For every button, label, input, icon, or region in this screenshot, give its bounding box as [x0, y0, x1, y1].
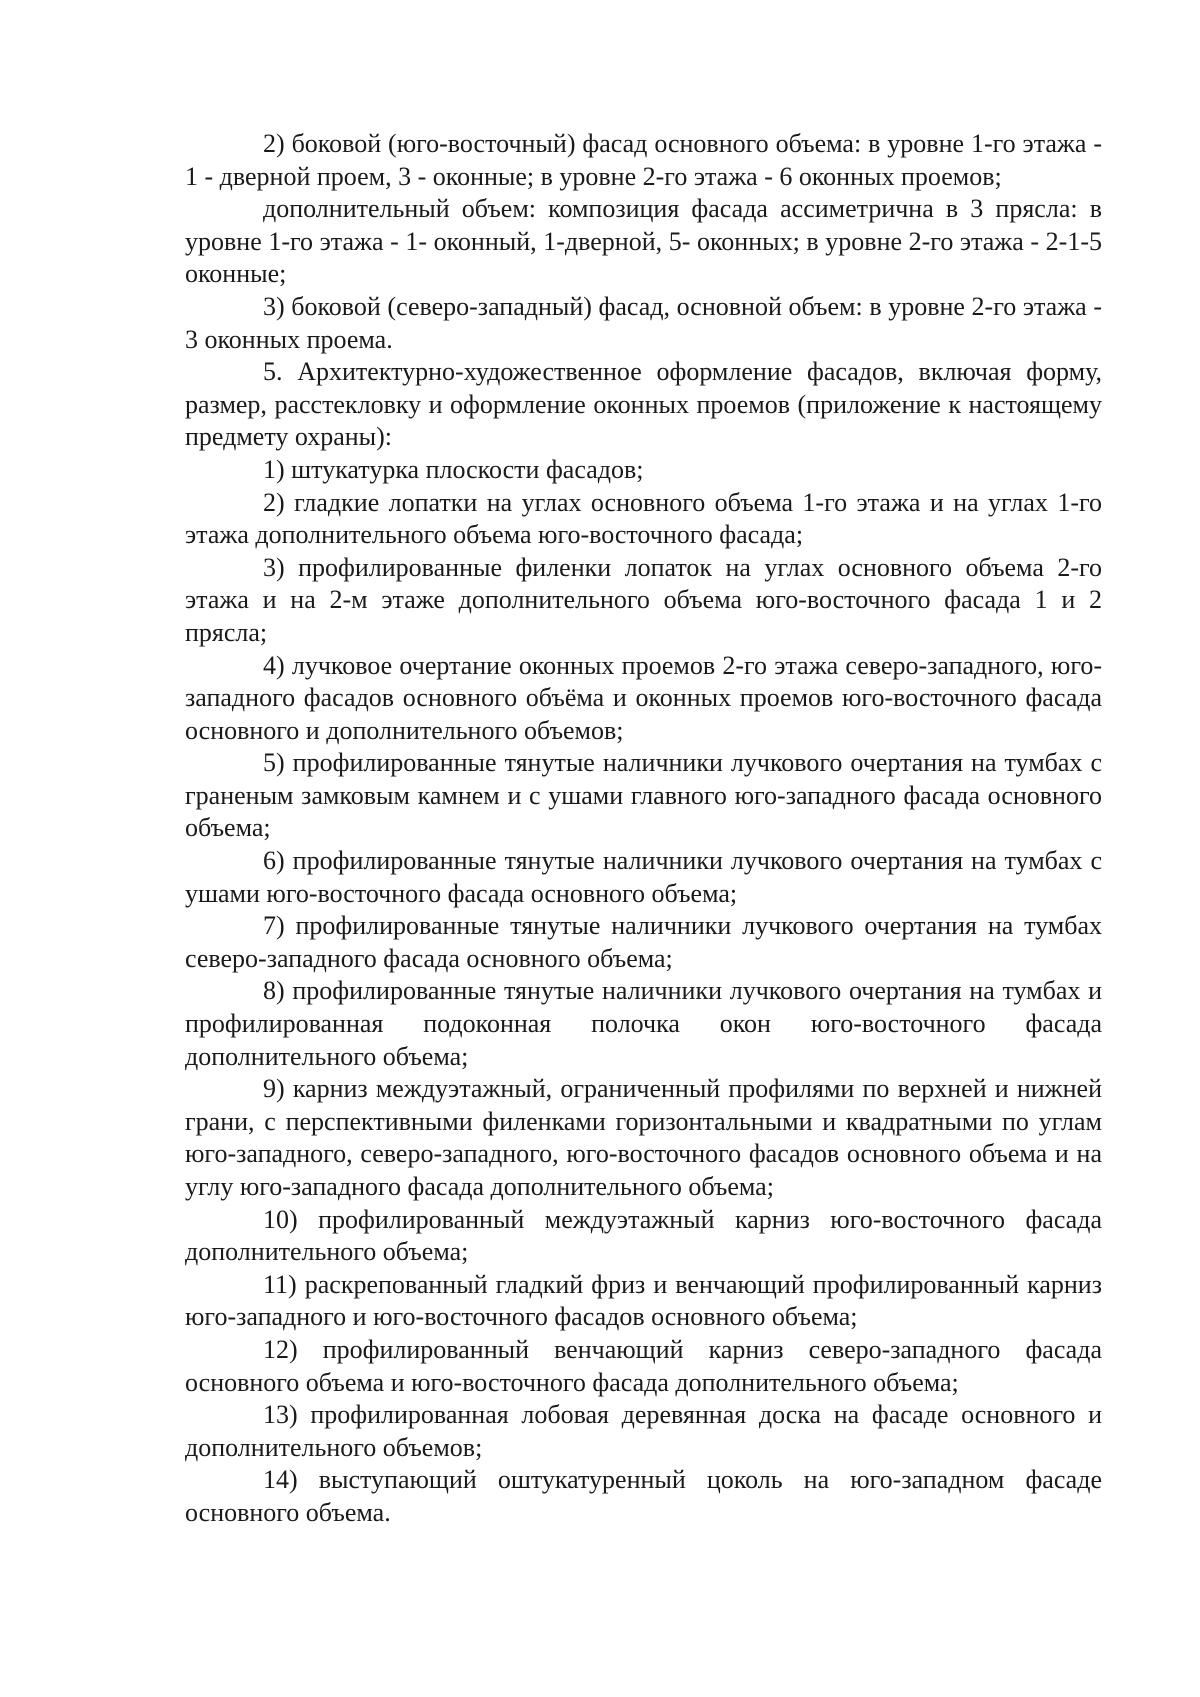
paragraph-facade-northwest: 3) боковой (северо-западный) фасад, основной объем: в уровне 2-го этажа - 3 оконных проема.	[185, 291, 1102, 354]
paragraph-section-5-heading: 5. Архитектурно-художественное оформление фасадов, включая форму, размер, расстекловку и оформление оконных проемов (приложение к настоящему предмету охраны):	[185, 357, 1102, 452]
list-item-13: 13) профилированная лобовая деревянная доска на фасаде основного и дополнительного объемов;	[185, 1400, 1102, 1462]
paragraph-additional-volume: дополнительный объем: композиция фасада ассиметрична в 3 прясла: в уровне 1-го этажа - 1- оконный, 1-дверной, 5- оконных; в уровне 2-го этажа - 2-1-5 оконные;	[185, 194, 1102, 289]
paragraph-facade-southeast: 2) боковой (юго-восточный) фасад основного объема: в уровне 1-го этажа - 1 - дверной проем, 3 - оконные; в уровне 2-го этажа - 6 оконных проемов;	[185, 129, 1102, 191]
list-item-10: 10) профилированный междуэтажный карниз юго-восточного фасада дополнительного объема;	[185, 1204, 1102, 1267]
list-item-9: 9) карниз междуэтажный, ограниченный профилями по верхней и нижней грани, с перспективными филенками горизонтальными и квадратными по углам юго-западного, северо-западного, юго-восточного фасадов основного объема и на углу юго-западного фасада дополнительного объема;	[185, 1074, 1102, 1201]
list-item-7: 7) профилированные тянутые наличники лучкового очертания на тумбах северо-западного фасада основного объема;	[185, 911, 1102, 973]
list-item-6: 6) профилированные тянутые наличники лучкового очертания на тумбах с ушами юго-восточного фасада основного объема;	[185, 846, 1102, 908]
list-item-1: 1) штукатурка плоскости фасадов;	[263, 454, 644, 484]
list-item-3: 3) профилированные филенки лопаток на углах основного объема 2-го этажа и на 2-м этаже дополнительного объема юго-восточного фасада 1 и 2 прясла;	[185, 552, 1102, 647]
list-item-11: 11) раскрепованный гладкий фриз и венчающий профилированный карниз юго-западного и юго-восточного фасадов основного объема;	[185, 1269, 1102, 1332]
list-item-2: 2) гладкие лопатки на углах основного объема 1-го этажа и на углах 1-го этажа дополнительного объема юго-восточного фасада;	[185, 487, 1102, 550]
list-item-4: 4) лучковое очертание оконных проемов 2-го этажа северо-западного, юго-западного фасадов основного объёма и оконных проемов юго-восточного фасада основного и дополнительного объемов;	[185, 650, 1102, 745]
list-item-14: 14) выступающий оштукатуренный цоколь на юго-западном фасаде основного объема.	[185, 1465, 1102, 1527]
document-body	[185, 128, 1102, 1530]
list-item-5: 5) профилированные тянутые наличники лучкового очертания на тумбах с граненым замковым камнем и с ушами главного юго-западного фасада основного объема;	[185, 748, 1102, 843]
list-item-12: 12) профилированный венчающий карниз северо-западного фасада основного объема и юго-восточного фасада дополнительного объема;	[185, 1334, 1102, 1397]
list-item-8: 8) профилированные тянутые наличники лучкового очертания на тумбах и профилированная подоконная полочка окон юго-восточного фасада дополнительного объема;	[185, 976, 1102, 1071]
